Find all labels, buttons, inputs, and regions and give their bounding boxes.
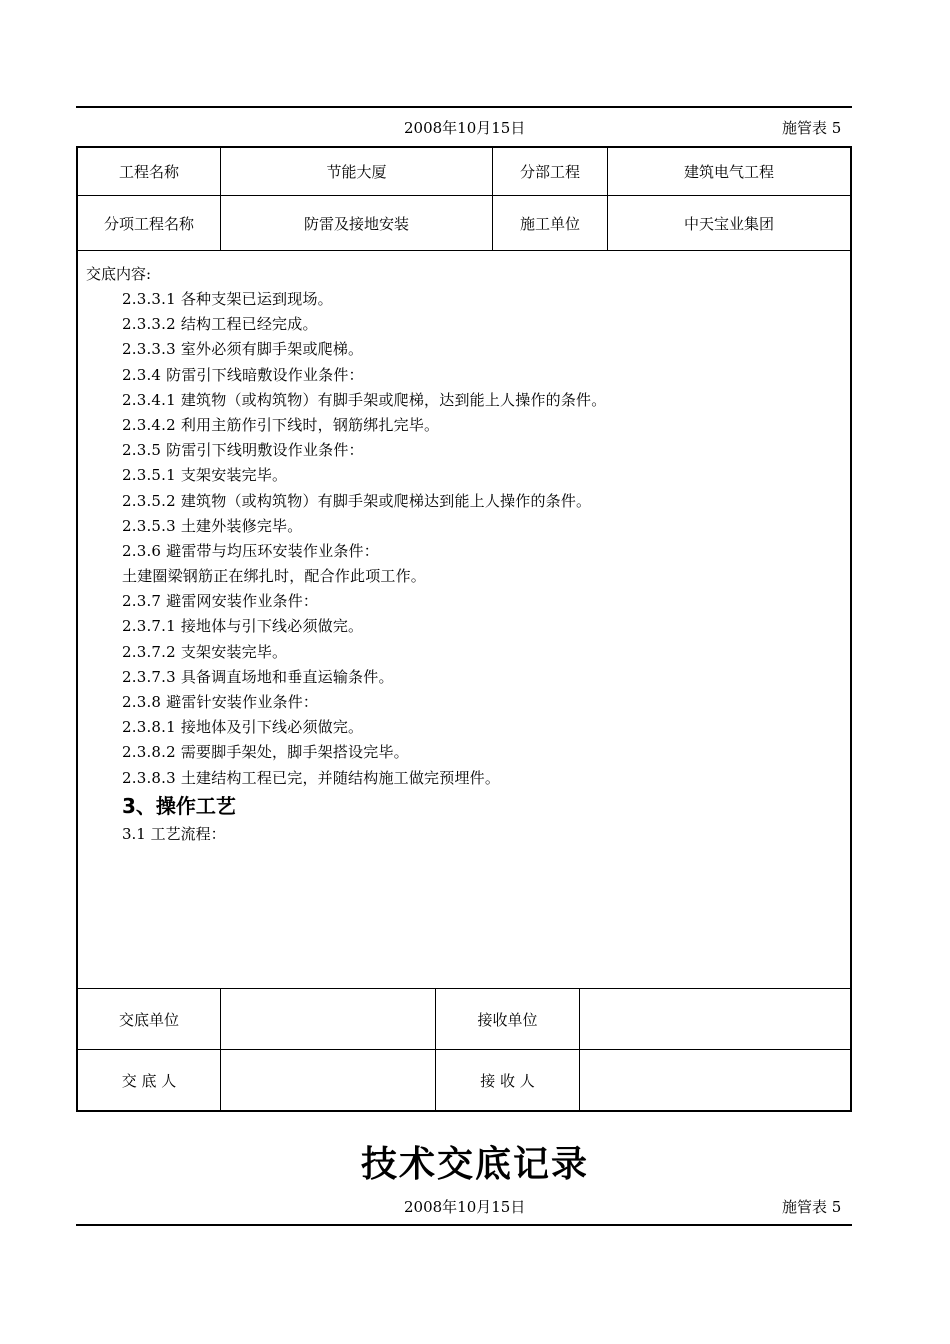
content-line: 2.3.3.1 各种支架已运到现场。 bbox=[122, 290, 333, 308]
content-line: 2.3.7 避雷网安装作业条件： bbox=[122, 592, 319, 611]
section-heading: 3、操作工艺 bbox=[122, 793, 236, 818]
next-record-date: 2008年10月15日 bbox=[404, 1198, 526, 1216]
form-number: 施管表 5 bbox=[782, 119, 842, 137]
issuer-label: 交 底 人 bbox=[121, 1071, 177, 1090]
contractor-value: 中天宝业集团 bbox=[683, 214, 774, 233]
receiving-unit-value bbox=[580, 989, 850, 1049]
content-line: 2.3.5.1 支架安装完毕。 bbox=[122, 466, 288, 485]
content-line: 2.3.7.2 支架安装完毕。 bbox=[122, 642, 288, 661]
content-line: 2.3.3.3 室外必须有脚手架或爬梯。 bbox=[122, 340, 364, 359]
divider bbox=[78, 250, 850, 251]
content-line: 2.3.7.3 具备调直场地和垂直运输条件。 bbox=[122, 667, 394, 686]
issuer-value bbox=[221, 1050, 435, 1110]
content-line: 2.3.8.2 需要脚手架处，脚手架搭设完毕。 bbox=[122, 743, 409, 762]
receiver-label: 接 收 人 bbox=[480, 1071, 535, 1090]
bottom-rule bbox=[76, 1224, 852, 1226]
content-line: 土建圈梁钢筋正在绑扎时，配合作此项工作。 bbox=[122, 567, 427, 586]
content-line: 2.3.4.1 建筑物（或构筑物）有脚手架或爬梯，达到能上人操作的条件。 bbox=[122, 390, 607, 409]
content-line: 2.3.8 避雷针安装作业条件： bbox=[122, 693, 319, 711]
issuing-unit-label: 交底单位 bbox=[118, 1010, 179, 1029]
subitem-value: 防雷及接地安装 bbox=[303, 214, 409, 233]
content-line: 2.3.8.1 接地体及引下线必须做完。 bbox=[122, 718, 364, 737]
process-flow-label: 3.1 工艺流程： bbox=[122, 824, 226, 843]
project-name-label: 工程名称 bbox=[118, 163, 179, 181]
division-value: 建筑电气工程 bbox=[683, 163, 774, 181]
project-name-value: 节能大厦 bbox=[326, 163, 387, 181]
receiver-value bbox=[580, 1050, 850, 1110]
content-line: 2.3.8.3 土建结构工程已完，并随结构施工做完预埋件。 bbox=[122, 768, 501, 787]
content-line: 2.3.4 防雷引下线暗敷设作业条件： bbox=[122, 365, 364, 384]
content-label: 交底内容: bbox=[86, 265, 152, 283]
content-line: 2.3.4.2 利用主筋作引下线时，钢筋绑扎完毕。 bbox=[122, 415, 440, 434]
receiving-unit-label: 接收单位 bbox=[477, 1010, 538, 1029]
next-form-number: 施管表 5 bbox=[782, 1198, 842, 1216]
content-line: 2.3.5 防雷引下线明敷设作业条件： bbox=[122, 441, 364, 460]
top-rule bbox=[76, 106, 852, 108]
content-line: 2.3.6 避雷带与均压环安装作业条件： bbox=[122, 541, 379, 560]
disclosure-content bbox=[78, 253, 850, 988]
division-label: 分部工程 bbox=[519, 163, 580, 181]
record-table bbox=[76, 146, 852, 1112]
content-line: 2.3.5.2 建筑物（或构筑物）有脚手架或爬梯达到能上人操作的条件。 bbox=[122, 491, 592, 510]
issuing-unit-value bbox=[221, 989, 435, 1049]
document-title: 技术交底记录 bbox=[360, 1144, 589, 1185]
contractor-label: 施工单位 bbox=[519, 214, 580, 233]
content-line: 2.3.3.2 结构工程已经完成。 bbox=[122, 315, 318, 334]
content-line: 2.3.5.3 土建外装修完毕。 bbox=[122, 516, 303, 535]
record-date: 2008年10月15日 bbox=[404, 119, 526, 137]
subitem-label: 分项工程名称 bbox=[103, 214, 194, 233]
content-line: 2.3.7.1 接地体与引下线必须做完。 bbox=[122, 617, 364, 636]
content-lines bbox=[86, 287, 850, 791]
